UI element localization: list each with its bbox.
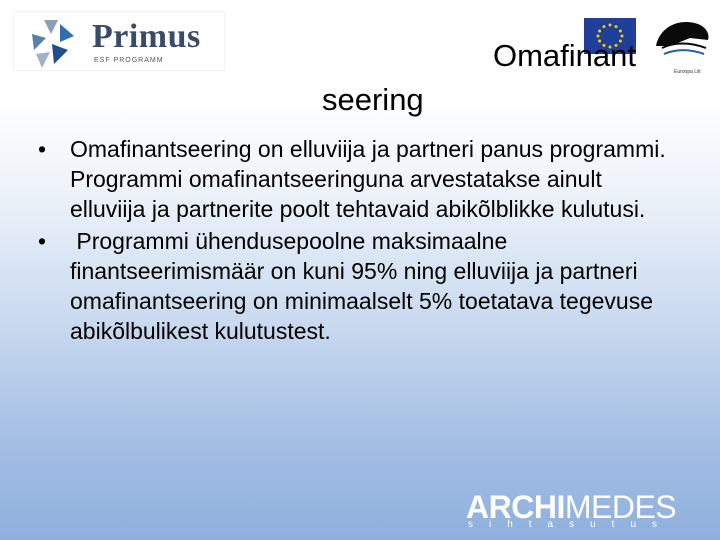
- eu-fund-text: Euroopa Liit: [674, 69, 701, 75]
- bullet-list: [36, 134, 676, 348]
- bullet-text-2: Programmi ühendusepoolne maksimaalne finantseerimismäär on kuni 95% ning elluviija ja partneri omafinantseering on minimaalselt 5% toetatava tegevuse abikõlbulikest kulutustest.: [70, 228, 666, 344]
- primus-subtitle: ESF PROGRAMM: [94, 57, 164, 64]
- archimedes-name-light: MEDES: [564, 489, 677, 525]
- primus-name: Primus: [92, 18, 201, 55]
- bullet-marker: •: [38, 136, 47, 162]
- slide-title-line-1: Omafinant: [493, 38, 637, 73]
- estonia-fund-icon: [650, 16, 714, 68]
- primus-mark-icon: [24, 16, 78, 70]
- slide-title-line-2: seering: [322, 82, 424, 117]
- bullet-text-1: Omafinantseering on elluviija ja partneri panus programmi. Programmi omafinantseeringuna arvestatakse ainult elluviija ja partnerite poolt tehtavaid abikõlblikke kulutusi.: [70, 136, 666, 222]
- archimedes-name-bold: ARCHI: [466, 489, 565, 525]
- bullet-marker: •: [38, 228, 47, 254]
- archimedes-logo: [466, 490, 712, 534]
- bullet-item-2: [36, 226, 676, 346]
- bullet-item-1: [36, 134, 676, 224]
- archimedes-subtitle: sihtasutus: [468, 519, 674, 530]
- primus-logo: [14, 12, 224, 70]
